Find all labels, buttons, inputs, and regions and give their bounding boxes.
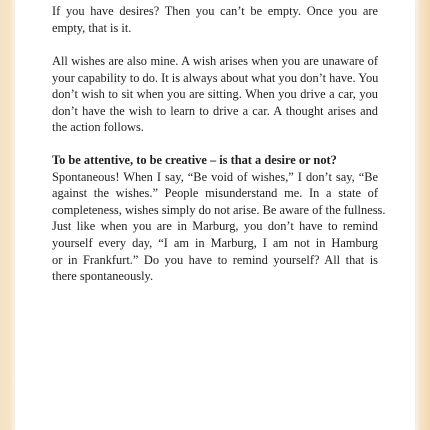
text-line: against the wishes.” People misunderstand me. In a state of bbox=[52, 186, 378, 201]
text-line: completeness, wishes simply do not arise. Be aware of the fullness. bbox=[52, 202, 386, 217]
text-line: yourself every day, “I am in Marburg, I am not in Hamburg bbox=[52, 235, 378, 250]
text-line: empty, that is it. bbox=[52, 20, 132, 35]
text-line: If you have desires? Then you can’t be empty. Once you are bbox=[52, 4, 378, 18]
text-line: or in Frankfurt.” Do you have to remind yourself? All that is bbox=[52, 252, 378, 267]
text-line: there spontaneously. bbox=[52, 269, 154, 284]
text-line: Just like when you are in Marburg, you don’t have to remind bbox=[52, 219, 378, 234]
question-heading: To be attentive, to be creative – is that a desire or not? bbox=[52, 153, 337, 167]
text-line: All wishes are also mine. A wish arises when you are unaware of bbox=[52, 54, 378, 68]
text-line: Spontaneous! When I say, “Be void of wishes,” I don’t say, “Be bbox=[52, 169, 378, 184]
text-line: your capability to do. It is always about what you don’t have. You bbox=[52, 70, 379, 85]
text-line: the action follows. bbox=[52, 120, 144, 135]
paragraph-1 bbox=[52, 3, 378, 36]
paragraph-3 bbox=[52, 152, 386, 285]
text-line: don’t wish to sit when you are sitting. When you drive a car, you bbox=[52, 87, 378, 102]
text-line: don’t have the wish to learn to drive a car. A thought arises and bbox=[52, 103, 378, 118]
paragraph-2 bbox=[52, 53, 378, 136]
